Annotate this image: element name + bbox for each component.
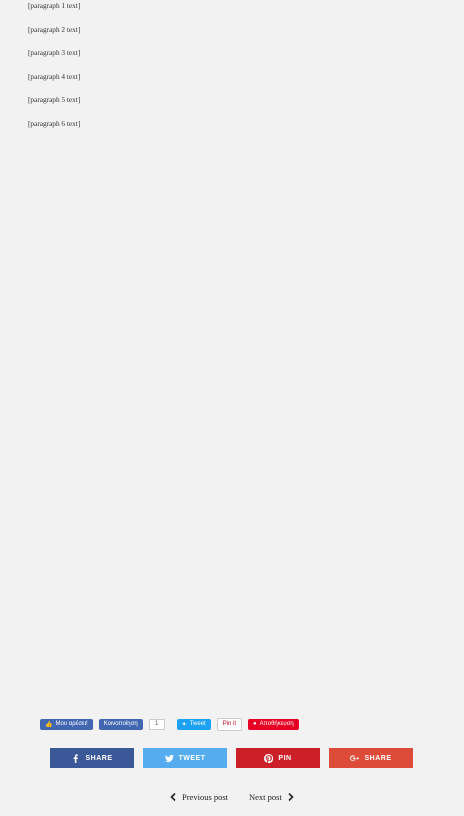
share-bar bbox=[50, 748, 414, 768]
twitter-icon bbox=[165, 754, 174, 763]
facebook-share-count: 1 bbox=[149, 719, 165, 730]
facebook-icon bbox=[71, 754, 80, 763]
article-paragraph: [paragraph 3 text] bbox=[28, 48, 81, 58]
pinterest-share-button[interactable] bbox=[236, 748, 320, 768]
pin-it-button[interactable] bbox=[217, 718, 242, 731]
facebook-share-label: SHARE bbox=[85, 754, 113, 762]
mini-social-row bbox=[40, 718, 424, 730]
googleplus-share-label: SHARE bbox=[364, 754, 392, 762]
pinterest-save-label: Αποθήκευση bbox=[259, 721, 294, 727]
next-post-link[interactable] bbox=[249, 792, 294, 802]
twitter-share-label: TWEET bbox=[178, 754, 206, 762]
pinterest-icon: ● bbox=[253, 721, 257, 727]
previous-post-label: Previous post bbox=[182, 792, 229, 802]
pinterest-share-label: PIN bbox=[278, 754, 292, 762]
pinterest-save-button[interactable] bbox=[248, 719, 299, 730]
googleplus-share-button[interactable] bbox=[329, 748, 413, 768]
facebook-share-mini-label: Κοινοποίηση bbox=[103, 721, 138, 727]
facebook-share-button[interactable] bbox=[50, 748, 134, 768]
previous-post-link[interactable] bbox=[170, 792, 228, 802]
article-paragraph: [paragraph 6 text] bbox=[28, 118, 81, 128]
facebook-like-button[interactable] bbox=[40, 719, 93, 730]
tweet-mini-button[interactable] bbox=[177, 719, 211, 730]
article-body bbox=[28, 0, 426, 142]
article-paragraph: [paragraph 4 text] bbox=[28, 71, 81, 81]
facebook-like-label: Μου αρέσει! bbox=[55, 721, 88, 727]
chevron-right-icon bbox=[287, 793, 294, 801]
google-plus-icon bbox=[350, 754, 359, 763]
article-paragraph: [paragraph 2 text] bbox=[28, 24, 81, 34]
pin-it-label: Pin it bbox=[222, 721, 237, 727]
post-navigation bbox=[0, 792, 464, 806]
chevron-left-icon bbox=[170, 793, 177, 801]
next-post-label: Next post bbox=[249, 792, 282, 802]
article-paragraph: [paragraph 5 text] bbox=[28, 95, 81, 105]
twitter-bird-icon: ✦ bbox=[181, 721, 187, 728]
facebook-share-mini-button[interactable] bbox=[99, 719, 143, 730]
thumbs-up-icon: 👍 bbox=[45, 721, 53, 728]
tweet-mini-label: Tweet bbox=[189, 721, 206, 727]
article-paragraph: [paragraph 1 text] bbox=[28, 1, 81, 10]
twitter-share-button[interactable] bbox=[143, 748, 227, 768]
pinterest-icon bbox=[264, 754, 273, 763]
